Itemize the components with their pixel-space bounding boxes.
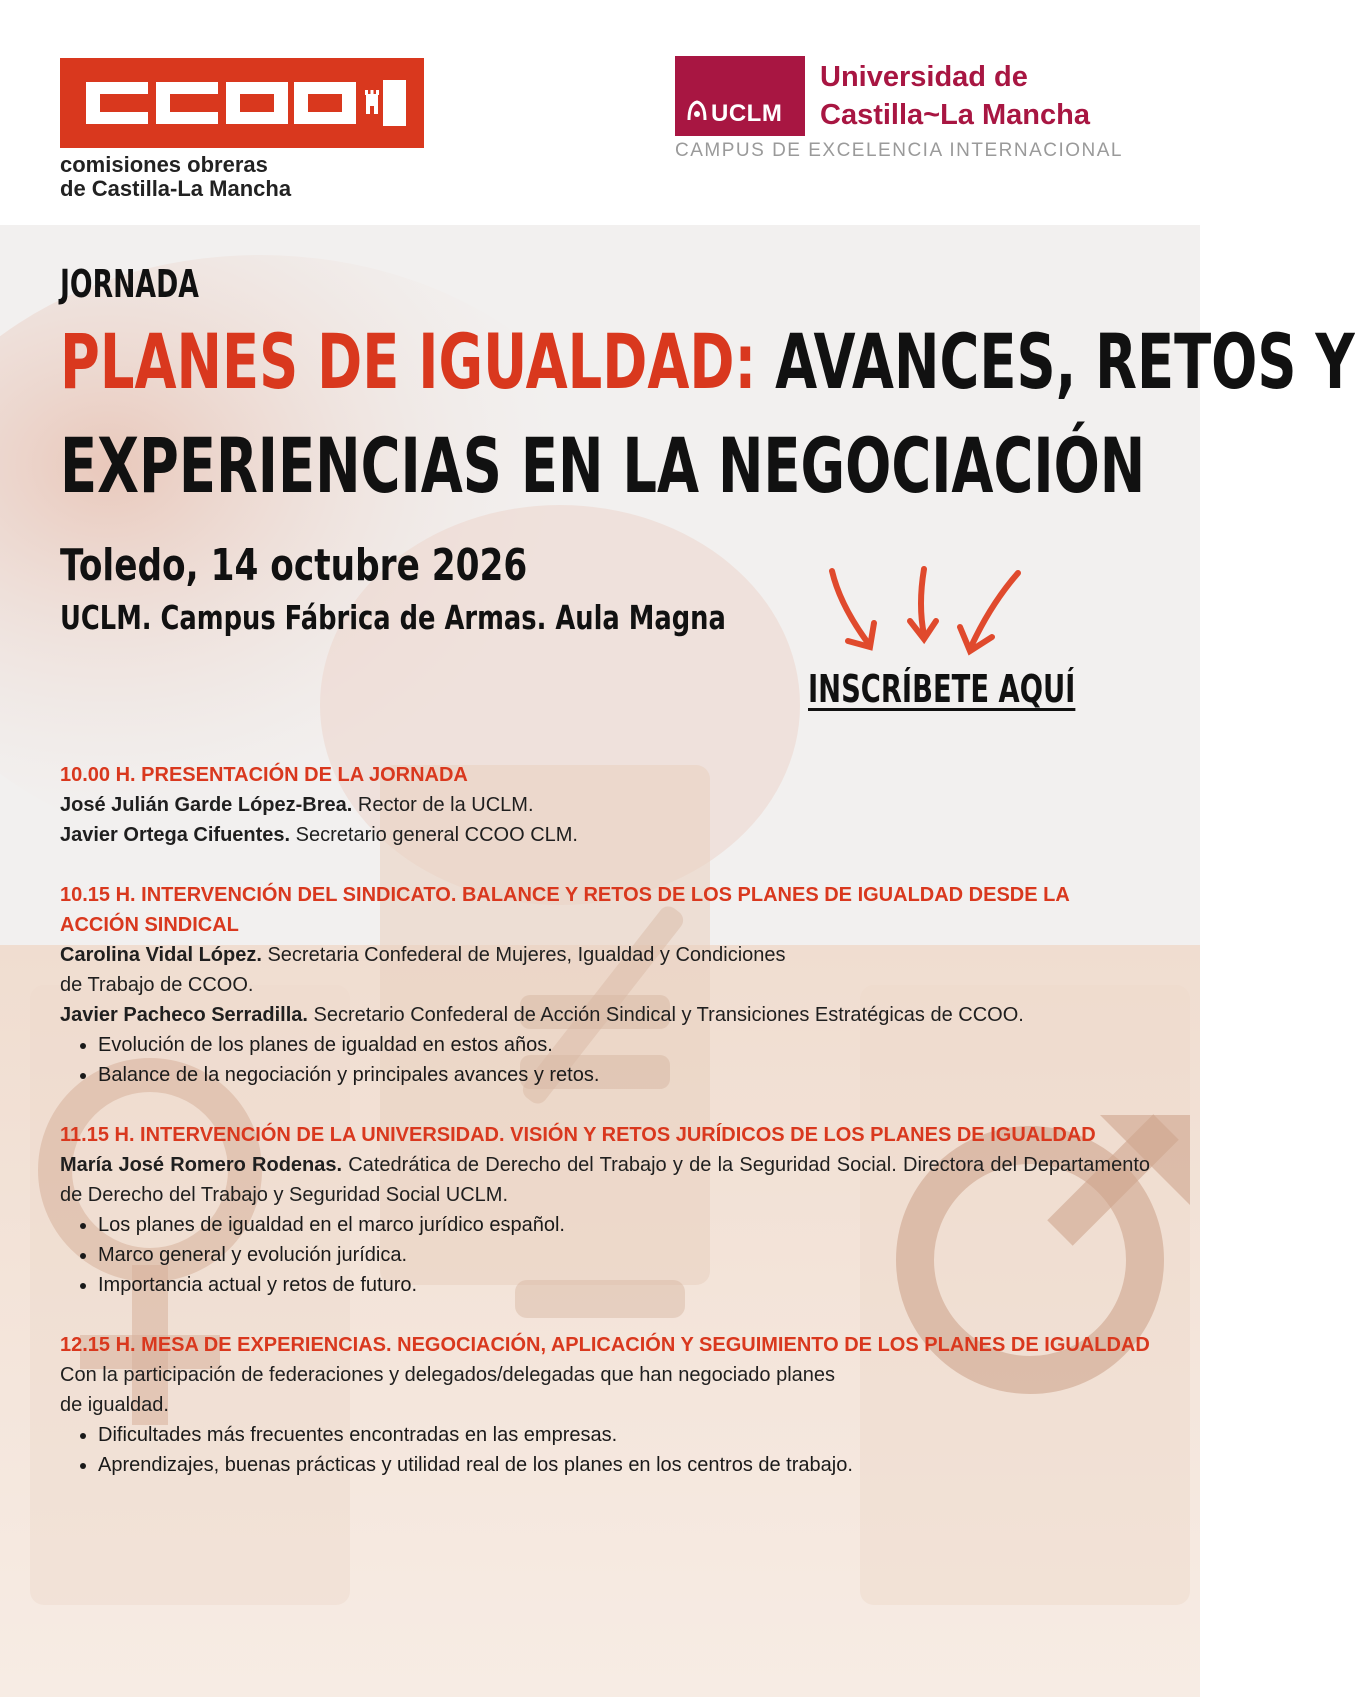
speaker-role: Secretario Confederal de Acción Sindical y Transiciones Estratégicas de CCOO.: [307, 1004, 1024, 1026]
topic-item: • Aprendizajes, buenas prácticas y utilidad real de los planes en los centros de trabajo.: [98, 1450, 1150, 1480]
program-block-2: [60, 880, 1150, 1090]
ccoo-subtitle-line2: de Castilla-La Mancha: [60, 176, 292, 201]
register-link[interactable]: INSCRÍBETE AQUÍ: [808, 667, 1076, 711]
speaker-name: José Julián Garde López-Brea.: [60, 794, 353, 816]
speaker-role: Catedrática de Derecho del Trabajo y de la Seguridad Social. Directora del Departamento de Derecho del Trabajo y Seguridad Social UCLM.: [60, 1154, 1150, 1206]
program-block-title: 10.00 H. PRESENTACIÓN DE LA JORNADA: [60, 764, 468, 786]
speaker-role: Secretario general CCOO CLM.: [290, 824, 578, 846]
speaker-line: [60, 1000, 1150, 1030]
event-title-part1: AVANCES, RETOS Y: [756, 317, 1355, 406]
speaker-name: Javier Pacheco Serradilla.: [60, 1004, 308, 1026]
session-description-continued: de igualdad.: [60, 1394, 169, 1416]
topic-item: • Importancia actual y retos de futuro.: [98, 1270, 1150, 1300]
speaker-role-continued: de Trabajo de CCOO.: [60, 974, 254, 996]
program: [60, 760, 1150, 1510]
topic-item: • Balance de la negociación y principales avances y retos.: [98, 1060, 1150, 1090]
program-block-title: 11.15 H. INTERVENCIÓN DE LA UNIVERSIDAD. VISIÓN Y RETOS JURÍDICOS DE LOS PLANES DE IGUALDAD: [60, 1124, 1096, 1146]
topic-item: • Marco general y evolución jurídica.: [98, 1240, 1150, 1270]
speaker-role: Secretaria Confederal de Mujeres, Igualdad y Condiciones: [261, 944, 786, 966]
topic-item: • Los planes de igualdad en el marco jurídico español.: [98, 1210, 1150, 1240]
event-title: [60, 310, 1355, 518]
event-venue: UCLM. Campus Fábrica de Armas. Aula Magna: [60, 598, 726, 637]
program-block-title: 12.15 H. MESA DE EXPERIENCIAS. NEGOCIACIÓN, APLICACIÓN Y SEGUIMIENTO DE LOS PLANES DE IGUALDAD: [60, 1334, 1150, 1356]
arrows-pointing-down-icon: [820, 565, 1030, 665]
event-title-highlight: PLANES DE IGUALDAD:: [60, 317, 757, 406]
speaker-name: María José Romero Rodenas.: [60, 1154, 343, 1176]
ccoo-subtitle-line1: comisiones obreras: [60, 152, 268, 177]
speaker-line: [60, 940, 1150, 970]
uclm-name-line2: Castilla~La Mancha: [820, 99, 1090, 131]
speaker-line: [60, 1150, 1150, 1210]
uclm-campus-tagline: CAMPUS DE EXCELENCIA INTERNACIONAL: [675, 140, 1123, 161]
topic-item: • Dificultades más frecuentes encontradas en las empresas.: [98, 1420, 1150, 1450]
topic-list: [60, 1420, 1150, 1480]
speaker-line: [60, 790, 1150, 820]
program-block-1: [60, 760, 1150, 850]
speaker-name: Carolina Vidal López.: [60, 944, 262, 966]
event-title-part2: EXPERIENCIAS EN LA NEGOCIACIÓN: [60, 421, 1146, 510]
session-description: Con la participación de federaciones y delegados/delegadas que han negociado planes: [60, 1364, 836, 1386]
program-block-3: [60, 1120, 1150, 1300]
uclm-abbr: UCLM: [711, 100, 783, 127]
topic-list: [60, 1210, 1150, 1300]
program-block-4: [60, 1330, 1150, 1480]
topic-list: [60, 1030, 1150, 1090]
event-date-place: Toledo, 14 octubre 2026: [60, 540, 528, 591]
program-block-title: 10.15 H. INTERVENCIÓN DEL SINDICATO. BALANCE Y RETOS DE LOS PLANES DE IGUALDAD DESDE LA ACCIÓN SINDICAL: [60, 884, 1070, 936]
uclm-name-line1: Universidad de: [820, 61, 1028, 93]
speaker-name: Javier Ortega Cifuentes.: [60, 824, 291, 846]
speaker-line: [60, 820, 1150, 850]
topic-item: • Evolución de los planes de igualdad en estos años.: [98, 1030, 1150, 1060]
event-kicker: JORNADA: [60, 262, 199, 306]
speaker-role: Rector de la UCLM.: [352, 794, 534, 816]
